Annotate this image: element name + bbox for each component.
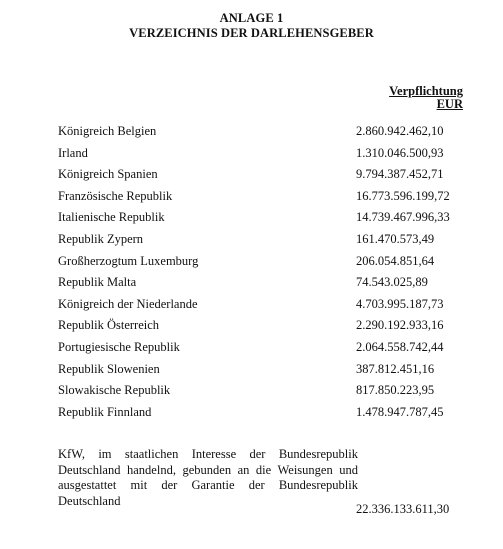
lender-name: Republik Österreich <box>58 318 160 333</box>
lender-row <box>0 189 503 211</box>
lender-amount: 161.470.573,49 <box>356 231 435 246</box>
lender-row <box>0 167 503 189</box>
lender-amount: 14.739.467.996,33 <box>356 210 450 225</box>
lender-amount: 2.860.942.462,10 <box>356 124 444 138</box>
lender-name: Königreich der Niederlande <box>58 296 198 311</box>
lender-row <box>0 405 503 427</box>
kfw-description-line: KfW, im staatlichen Interesse der Bundesrepublik <box>58 447 358 461</box>
lender-row <box>0 297 503 319</box>
lender-amount: 9.794.387.452,71 <box>356 167 444 182</box>
lender-list <box>0 124 503 426</box>
lender-name: Großherzogtum Luxemburg <box>58 253 199 268</box>
kfw-description-line: Deutschland handelnd, gebunden an die Weisungen und <box>58 462 358 477</box>
lender-amount: 74.543.025,89 <box>356 275 428 290</box>
kfw-description-line: ausgestattet mit der Garantie der Bundesrepublik <box>58 478 358 492</box>
column-heading-obligation: Verpflichtung <box>389 84 463 98</box>
lender-name: Republik Slowenien <box>58 361 160 376</box>
lender-amount: 4.703.995.187,73 <box>356 296 444 311</box>
lender-row <box>0 232 503 254</box>
lender-row <box>0 383 503 405</box>
lender-row <box>0 318 503 340</box>
kfw-description <box>58 447 358 509</box>
lender-row <box>0 254 503 276</box>
lender-amount: 16.773.596.199,72 <box>356 188 450 203</box>
lender-name: Republik Malta <box>58 275 137 290</box>
lender-name: Königreich Belgien <box>58 124 157 138</box>
lender-amount: 1.310.046.500,93 <box>356 145 444 160</box>
lender-name: Slowakische Republik <box>58 383 171 398</box>
lender-row <box>0 124 503 146</box>
lender-amount: 1.478.947.787,45 <box>356 404 444 419</box>
kfw-amount: 22.336.133.611,30 <box>356 502 450 516</box>
lender-name: Republik Finnland <box>58 404 152 419</box>
lender-row <box>0 362 503 384</box>
lender-row <box>0 340 503 362</box>
lender-name: Portugiesische Republik <box>58 339 180 354</box>
lender-name: Italienische Republik <box>58 210 165 225</box>
lender-amount: 2.064.558.742,44 <box>356 339 444 354</box>
lender-amount: 817.850.223,95 <box>356 383 435 398</box>
lender-amount: 387.812.451,16 <box>356 361 435 376</box>
lender-amount: 206.054.851,64 <box>356 253 435 268</box>
lender-row <box>0 275 503 297</box>
lender-name: Republik Zypern <box>58 231 144 246</box>
lender-name: Königreich Spanien <box>58 167 158 182</box>
lender-row <box>0 146 503 168</box>
column-heading-currency: EUR <box>436 97 463 111</box>
kfw-description-line: Deutschland <box>58 493 121 508</box>
lender-name: Französische Republik <box>58 188 173 203</box>
document-title: ANLAGE 1 <box>219 11 284 25</box>
document-subtitle: VERZEICHNIS DER DARLEHENSGEBER <box>129 26 374 40</box>
lender-amount: 2.290.192.933,16 <box>356 318 444 333</box>
lender-name: Irland <box>58 145 88 160</box>
lender-row <box>0 210 503 232</box>
